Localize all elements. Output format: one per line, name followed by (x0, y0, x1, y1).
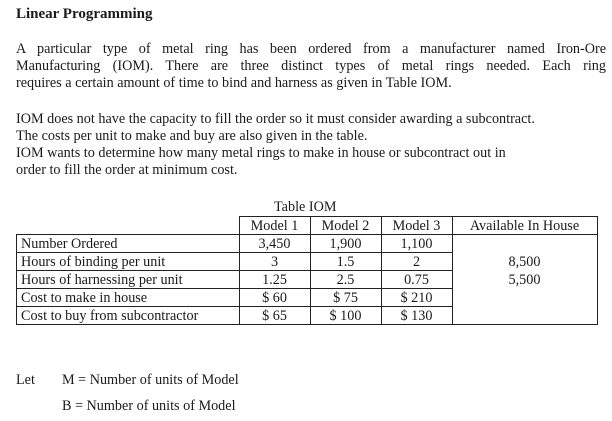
cell-model-3: 0.75 (381, 271, 452, 289)
cell-model-1: 3 (239, 253, 310, 271)
row-label: Hours of harnessing per unit (17, 271, 240, 289)
cell-model-3: $ 210 (381, 289, 452, 307)
cell-model-1: $ 60 (239, 289, 310, 307)
header-model-3: Model 3 (381, 217, 452, 235)
cell-available (452, 307, 597, 325)
row-label: Number Ordered (17, 235, 240, 253)
table-header-row (17, 217, 598, 235)
row-label: Cost to make in house (17, 289, 240, 307)
cell-model-2: $ 75 (310, 289, 381, 307)
page-heading: Linear Programming (16, 6, 153, 22)
cell-model-2: 1.5 (310, 253, 381, 271)
table-row (17, 307, 598, 325)
table-row (17, 271, 598, 289)
row-label: Hours of binding per unit (17, 253, 240, 271)
paragraph-1-line-1: A particular type of metal ring has been ordered from a manufacturer named Iron-Ore (16, 41, 606, 57)
table-corner-cell (17, 217, 240, 235)
table-row (17, 235, 598, 253)
cell-model-2: $ 100 (310, 307, 381, 325)
row-label: Cost to buy from subcontractor (17, 307, 240, 325)
paragraph-2-line-1: IOM does not have the capacity to fill the order so it must consider awarding a subcontract. (16, 111, 535, 127)
definition-b: B = Number of units of Model (62, 398, 236, 414)
cell-model-2: 1,900 (310, 235, 381, 253)
paragraph-1-line-3: requires a certain amount of time to bind and harness as given in Table IOM. (16, 75, 452, 91)
cell-model-3: 2 (381, 253, 452, 271)
paragraph-2-line-4: order to fill the order at minimum cost. (16, 162, 238, 178)
definition-m: M = Number of units of Model (62, 372, 239, 388)
paragraph-1-line-2: Manufacturing (IOM). There are three distinct types of metal rings needed. Each ring (16, 58, 606, 74)
cell-model-1: 1.25 (239, 271, 310, 289)
cell-available: 5,500 (452, 271, 597, 289)
cell-model-3: 1,100 (381, 235, 452, 253)
paragraph-2-line-3: IOM wants to determine how many metal rings to make in house or subcontract out in (16, 145, 506, 161)
cell-model-1: $ 65 (239, 307, 310, 325)
cell-available: 8,500 (452, 253, 597, 271)
table-title: Table IOM (274, 199, 337, 215)
cell-available (452, 235, 597, 253)
header-model-1: Model 1 (239, 217, 310, 235)
cell-model-2: 2.5 (310, 271, 381, 289)
paragraph-2-line-2: The costs per unit to make and buy are also given in the table. (16, 128, 368, 144)
table-row (17, 289, 598, 307)
iom-table (16, 216, 598, 325)
table-row (17, 253, 598, 271)
header-available-in-house: Available In House (452, 217, 597, 235)
problem-paragraph-2 (16, 111, 606, 179)
cell-model-3: $ 130 (381, 307, 452, 325)
let-word: Let (16, 372, 35, 388)
cell-model-1: 3,450 (239, 235, 310, 253)
cell-available (452, 289, 597, 307)
header-model-2: Model 2 (310, 217, 381, 235)
problem-paragraph-1 (16, 41, 606, 92)
